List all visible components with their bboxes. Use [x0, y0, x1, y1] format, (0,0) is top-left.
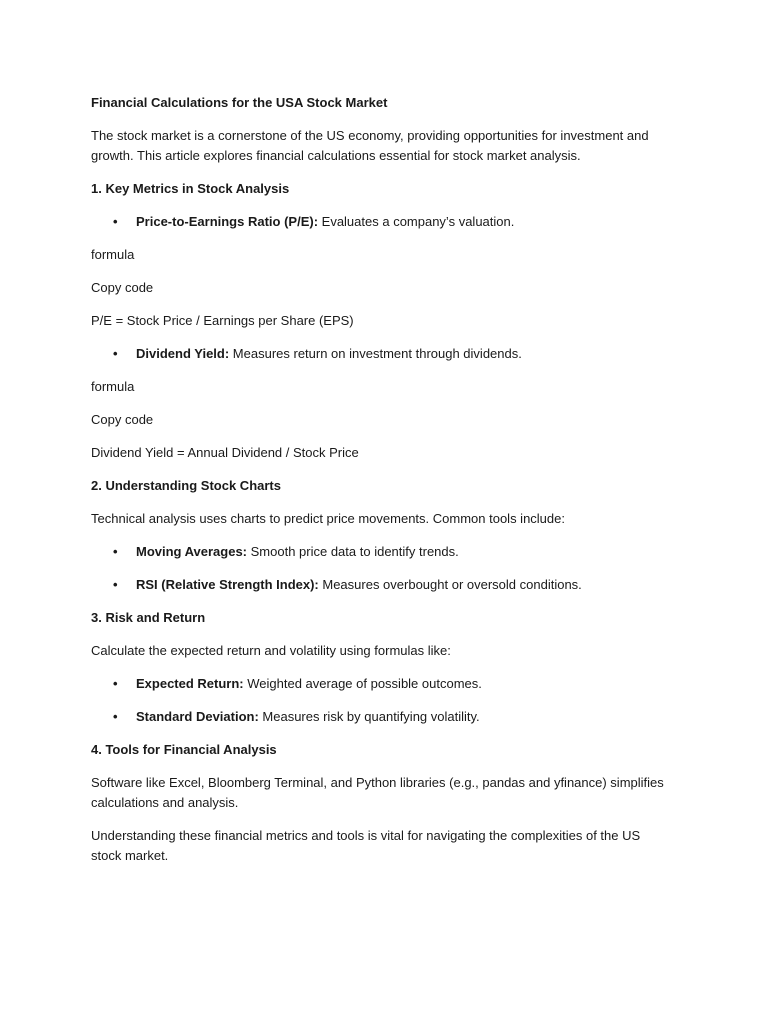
bullet-text: Evaluates a company’s valuation.	[318, 214, 515, 229]
copy-code-text: Copy code	[91, 412, 154, 427]
bullet-icon: •	[113, 676, 118, 691]
bullet-text: Smooth price data to identify trends.	[247, 544, 459, 559]
bullet-item-moving-averages	[91, 542, 668, 562]
section-text-tools: Software like Excel, Bloomberg Terminal, and Python libraries (e.g., pandas and yfinance) simplifies calculations and analysis.	[91, 775, 664, 810]
document-title: Financial Calculations for the USA Stock Market	[91, 95, 388, 110]
bullet-icon: •	[113, 577, 118, 592]
bullet-text: Measures overbought or oversold conditions.	[318, 577, 582, 592]
copy-code-text: Copy code	[91, 280, 154, 295]
formula-label: formula	[91, 247, 135, 262]
section-heading-tools: 4. Tools for Financial Analysis	[91, 742, 277, 757]
bullet-term: RSI (Relative Strength Index):	[136, 577, 319, 592]
bullet-icon: •	[113, 214, 118, 229]
bullet-item-rsi	[91, 575, 668, 595]
intro-paragraph: The stock market is a cornerstone of the US economy, providing opportunities for investment and growth. This article explores financial calculations essential for stock market analysis.	[91, 128, 649, 163]
bullet-item-expected-return	[91, 674, 668, 694]
conclusion-paragraph: Understanding these financial metrics and tools is vital for navigating the complexities of the US stock market.	[91, 828, 641, 863]
bullet-item-pe-ratio	[91, 212, 668, 232]
bullet-text: Weighted average of possible outcomes.	[243, 676, 482, 691]
formula-label: formula	[91, 379, 135, 394]
section-intro-risk-return: Calculate the expected return and volatility using formulas like:	[91, 643, 451, 658]
section-heading-stock-charts: 2. Understanding Stock Charts	[91, 478, 281, 493]
bullet-term: Moving Averages:	[136, 544, 248, 559]
bullet-icon: •	[113, 346, 118, 361]
bullet-item-standard-deviation	[91, 707, 668, 727]
section-heading-key-metrics: 1. Key Metrics in Stock Analysis	[91, 181, 290, 196]
formula-pe: P/E = Stock Price / Earnings per Share (EPS)	[91, 313, 354, 328]
bullet-term: Price-to-Earnings Ratio (P/E):	[136, 214, 319, 229]
bullet-term: Expected Return:	[136, 676, 244, 691]
section-heading-risk-return: 3. Risk and Return	[91, 610, 206, 625]
bullet-icon: •	[113, 709, 118, 724]
bullet-text: Measures risk by quantifying volatility.	[258, 709, 480, 724]
bullet-term: Standard Deviation:	[136, 709, 259, 724]
bullet-item-dividend-yield	[91, 344, 668, 364]
section-intro-stock-charts: Technical analysis uses charts to predict price movements. Common tools include:	[91, 511, 565, 526]
formula-dividend-yield: Dividend Yield = Annual Dividend / Stock Price	[91, 445, 359, 460]
bullet-text: Measures return on investment through dividends.	[229, 346, 522, 361]
bullet-icon: •	[113, 544, 118, 559]
bullet-term: Dividend Yield:	[136, 346, 230, 361]
